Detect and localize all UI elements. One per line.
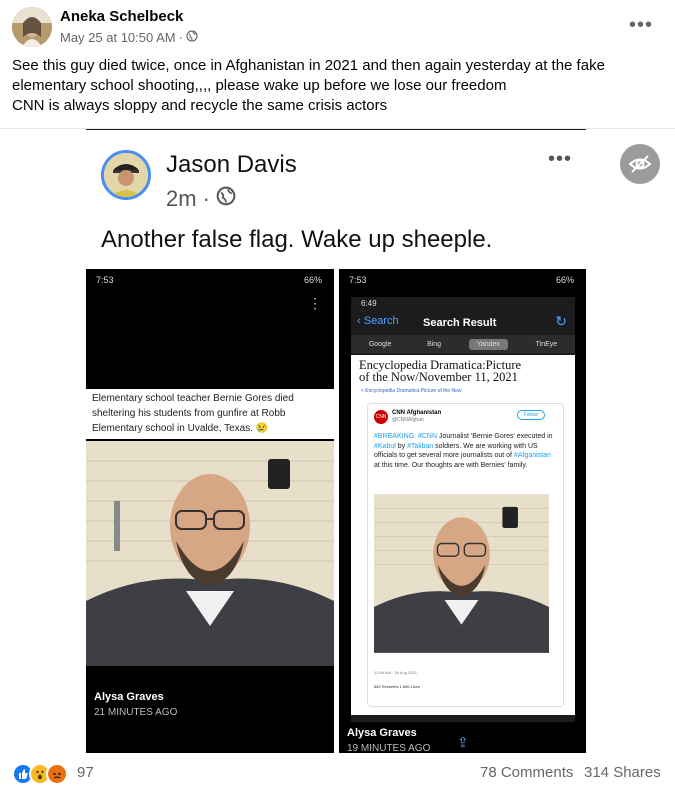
refresh-icon: ↻ [555, 313, 567, 329]
inner-time: 6:49 [361, 299, 377, 308]
tweet-text-part: by [395, 442, 408, 450]
poster-name: Alysa Graves [347, 727, 417, 739]
tab-bing: Bing [427, 340, 442, 348]
globe-icon [216, 186, 236, 212]
battery-level: 66% [303, 275, 322, 285]
tweet-timestamp: 12:46 AM · 16 Aug 2021 [374, 670, 417, 675]
tweet-hashtag: #Kabul [374, 442, 396, 450]
shared-author-name: Jason Davis [166, 151, 297, 178]
caption-line: sheltering his students from gunfire at Robb [92, 408, 286, 419]
poster-time: 21 MINUTES AGO [94, 707, 178, 718]
tab-yandex: Yandex [469, 339, 508, 350]
tweet-stats: 882 Retweets 1,886 Likes [374, 684, 421, 689]
back-label: Search [363, 315, 399, 327]
left-screenshot [86, 269, 334, 753]
tweet-account: CNN Afghanistan [392, 410, 442, 416]
tweet-card [367, 403, 564, 707]
divider [86, 128, 586, 130]
tweet-hashtag: #BREAKING: #CNN [374, 433, 438, 440]
tab-google: Google [368, 340, 392, 348]
right-screenshot [339, 269, 586, 753]
person-photo [86, 441, 334, 666]
result-subtitle: < Encyclopedia Dramatica:Picture of the Now [361, 388, 462, 394]
reaction-count[interactable]: 97 [77, 764, 94, 781]
poster-name: Alysa Graves [94, 691, 164, 703]
status-time: 7:53 [96, 275, 114, 285]
tweet-handle: @CNNAfghan [392, 417, 424, 423]
shared-meta [166, 186, 236, 212]
tab-tineye: TinEye [535, 340, 558, 348]
screenshot-caption [86, 389, 334, 439]
post-text [12, 56, 662, 116]
menu-icon: ⋮ [308, 295, 322, 311]
caption-line: Elementary school teacher Bernie Gores died [92, 393, 294, 404]
tweet-text-part: soldiers. We are working with US officials to get several more journalists out of [374, 442, 538, 459]
post-timestamp[interactable]: May 25 at 10:50 AM [60, 30, 176, 45]
share-icon: ⇪ [457, 734, 469, 750]
back-button: ‹ Search [357, 315, 399, 327]
meta-separator: · [178, 30, 183, 45]
author-avatar[interactable] [12, 7, 52, 47]
shared-options-icon: ••• [548, 148, 573, 170]
caption-line: Elementary school in Uvalde, Texas. 😢 [92, 423, 269, 434]
shares-link[interactable]: 314 Shares [584, 764, 661, 781]
angry-reaction-icon[interactable] [46, 763, 68, 785]
tweet-hashtag: #Taliban [407, 442, 434, 450]
post-text-line: See this guy died twice, once in Afghanistan in 2021 and then again yesterday at the fake [12, 57, 605, 74]
globe-icon [186, 30, 198, 45]
tweet-photo [374, 486, 549, 661]
engine-tabs [351, 335, 575, 353]
post-options-button[interactable]: ••• [628, 14, 653, 36]
hide-image-button[interactable] [620, 144, 660, 184]
shared-separator: · [202, 186, 210, 211]
post-image[interactable] [0, 128, 675, 753]
screen-title: Search Result [423, 317, 497, 329]
shared-author-avatar [101, 150, 151, 200]
post-meta [60, 30, 198, 45]
result-title-line: of the Now/November 11, 2021 [359, 370, 518, 384]
tweet-text-part: Journalist 'Bernie Gores' executed in [437, 433, 553, 440]
post-header [0, 0, 675, 128]
result-title [359, 359, 569, 383]
reactions-bar [0, 752, 675, 790]
status-time: 7:53 [349, 275, 367, 285]
shared-time: 2m [166, 186, 197, 211]
eye-slash-icon [628, 152, 652, 176]
tweet-text-part: at this time. Our thoughts are with Bernies' family. [374, 461, 528, 469]
cnn-logo-icon: CNN [374, 410, 388, 424]
tweet-hashtag: #Afganistan [513, 452, 551, 459]
result-title-line: Encyclopedia Dramatica:Picture [359, 358, 522, 372]
poster-time: 19 MINUTES AGO [347, 743, 431, 753]
post-text-line: CNN is always sloppy and recycle the same crisis actors [12, 97, 388, 114]
comments-link[interactable]: 78 Comments [480, 764, 574, 781]
search-result-screen [351, 297, 575, 722]
tweet-text [374, 432, 557, 470]
follow-button: Follow [517, 410, 545, 420]
battery-level: 66% [555, 275, 574, 285]
result-page [351, 355, 575, 715]
post-text-line: elementary school shooting,,,, please wake up before we lose our freedom [12, 77, 507, 94]
shared-text: Another false flag. Wake up sheeple. [101, 226, 493, 253]
author-name[interactable]: Aneka Schelbeck [60, 8, 184, 25]
